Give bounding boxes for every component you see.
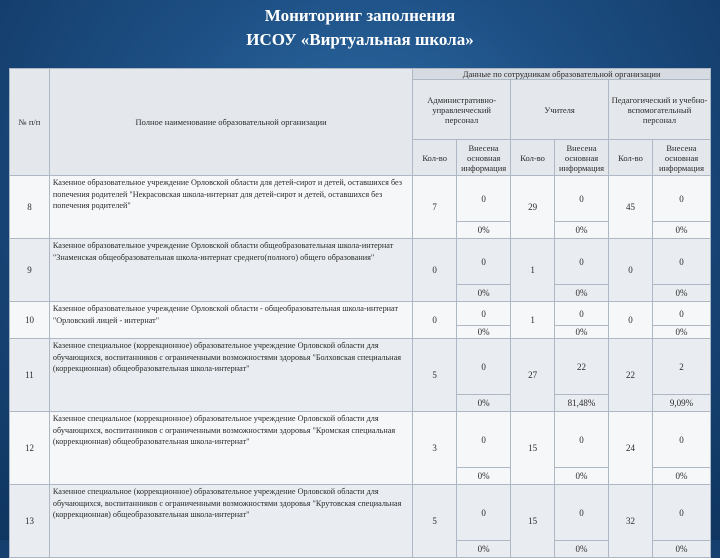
- teach-pct: 81,48%: [555, 395, 609, 412]
- ped-entered: 0: [652, 239, 710, 285]
- teach-pct: 0%: [555, 222, 609, 239]
- admin-entered: 0: [457, 302, 511, 326]
- col-header-teach-count: Кол-во: [511, 140, 555, 176]
- ped-count: 32: [609, 485, 653, 558]
- admin-pct: 0%: [457, 326, 511, 339]
- title-line-1: Мониторинг заполнения: [264, 6, 456, 25]
- col-header-admin: Административно-управленческий персонал: [413, 80, 511, 140]
- admin-entered: 0: [457, 339, 511, 395]
- ped-pct: 9,09%: [652, 395, 710, 412]
- teach-count: 27: [511, 339, 555, 412]
- teach-entered: 0: [555, 485, 609, 541]
- teach-pct: 0%: [555, 326, 609, 339]
- teach-count: 1: [511, 239, 555, 302]
- teach-pct: 0%: [555, 285, 609, 302]
- row-org-name: Казенное образовательное учреждение Орловской области общеобразовательная школа-интернат "Знаменская общеобразовательная школа-интернат среднего(полного) общего образования": [49, 239, 412, 302]
- admin-count: 0: [413, 302, 457, 339]
- table-row: [10, 339, 711, 395]
- admin-pct: 0%: [457, 395, 511, 412]
- row-org-name: Казенное образовательное учреждение Орловской области для детей-сирот и детей, оставшихся без попечения родителей "Некрасовская школа-интернат для детей-сирот и детей, оставшихся без попечения родителей": [49, 176, 412, 239]
- admin-pct: 0%: [457, 222, 511, 239]
- col-header-group: Данные по сотрудникам образовательной организации: [413, 69, 711, 80]
- page-title: [0, 4, 720, 52]
- ped-count: 0: [609, 302, 653, 339]
- ped-entered: 0: [652, 485, 710, 541]
- table-row: [10, 176, 711, 222]
- table-row: [10, 485, 711, 541]
- admin-entered: 0: [457, 176, 511, 222]
- row-org-name: Казенное образовательное учреждение Орловской области - общеобразовательная школа-интернат "Орловский лицей - интернат": [49, 302, 412, 339]
- teach-pct: 0%: [555, 541, 609, 558]
- row-num: 11: [10, 339, 50, 412]
- admin-count: 5: [413, 485, 457, 558]
- col-header-ped: Педагогический и учебно-вспомогательный персонал: [609, 80, 711, 140]
- row-org-name: Казенное специальное (коррекционное) образовательное учреждение Орловской области для обучающихся, воспитанников с ограниченными возможностями здоровья "Крутовская специальная (коррекционная) общеобразовательная школа-интернат": [49, 485, 412, 558]
- teach-count: 15: [511, 412, 555, 485]
- ped-count: 24: [609, 412, 653, 485]
- monitoring-sheet: [9, 68, 711, 554]
- admin-entered: 0: [457, 412, 511, 468]
- row-org-name: Казенное специальное (коррекционное) образовательное учреждение Орловской области для обучающихся, воспитанников с ограниченными возможностями здоровья "Болховская специальная (коррекционная) общеобразовательная школа-интернат": [49, 339, 412, 412]
- row-num: 8: [10, 176, 50, 239]
- ped-pct: 0%: [652, 222, 710, 239]
- ped-pct: 0%: [652, 468, 710, 485]
- ped-entered: 0: [652, 176, 710, 222]
- admin-count: 0: [413, 239, 457, 302]
- admin-count: 7: [413, 176, 457, 239]
- title-line-2: ИСОУ «Виртуальная школа»: [246, 30, 474, 49]
- row-num: 13: [10, 485, 50, 558]
- admin-count: 5: [413, 339, 457, 412]
- ped-pct: 0%: [652, 541, 710, 558]
- teach-entered: 0: [555, 302, 609, 326]
- row-num: 10: [10, 302, 50, 339]
- admin-pct: 0%: [457, 468, 511, 485]
- teach-entered: 0: [555, 239, 609, 285]
- col-header-num: № п/п: [10, 69, 50, 176]
- teach-count: 1: [511, 302, 555, 339]
- row-org-name: Казенное специальное (коррекционное) образовательное учреждение Орловской области для обучающихся, воспитанников с ограниченными возможностями здоровья "Кромская специальная (коррекционная) общеобразовательная школа-интернат": [49, 412, 412, 485]
- table-row: [10, 412, 711, 468]
- teach-pct: 0%: [555, 468, 609, 485]
- teach-entered: 0: [555, 412, 609, 468]
- teach-count: 29: [511, 176, 555, 239]
- monitoring-table: [9, 68, 711, 558]
- ped-count: 45: [609, 176, 653, 239]
- row-num: 9: [10, 239, 50, 302]
- col-header-ped-count: Кол-во: [609, 140, 653, 176]
- admin-pct: 0%: [457, 541, 511, 558]
- admin-count: 3: [413, 412, 457, 485]
- row-num: 12: [10, 412, 50, 485]
- teach-entered: 0: [555, 176, 609, 222]
- teach-entered: 22: [555, 339, 609, 395]
- table-row: [10, 239, 711, 285]
- col-header-teach-entered: Внесена основная информация: [555, 140, 609, 176]
- col-header-admin-entered: Внесена основная информация: [457, 140, 511, 176]
- teach-count: 15: [511, 485, 555, 558]
- admin-entered: 0: [457, 485, 511, 541]
- ped-entered: 0: [652, 412, 710, 468]
- ped-entered: 0: [652, 302, 710, 326]
- col-header-admin-count: Кол-во: [413, 140, 457, 176]
- table-row: [10, 302, 711, 326]
- ped-entered: 2: [652, 339, 710, 395]
- ped-pct: 0%: [652, 326, 710, 339]
- admin-pct: 0%: [457, 285, 511, 302]
- col-header-ped-entered: Внесена основная информация: [652, 140, 710, 176]
- col-header-name: Полное наименование образовательной организации: [49, 69, 412, 176]
- ped-count: 22: [609, 339, 653, 412]
- ped-count: 0: [609, 239, 653, 302]
- col-header-teachers: Учителя: [511, 80, 609, 140]
- admin-entered: 0: [457, 239, 511, 285]
- ped-pct: 0%: [652, 285, 710, 302]
